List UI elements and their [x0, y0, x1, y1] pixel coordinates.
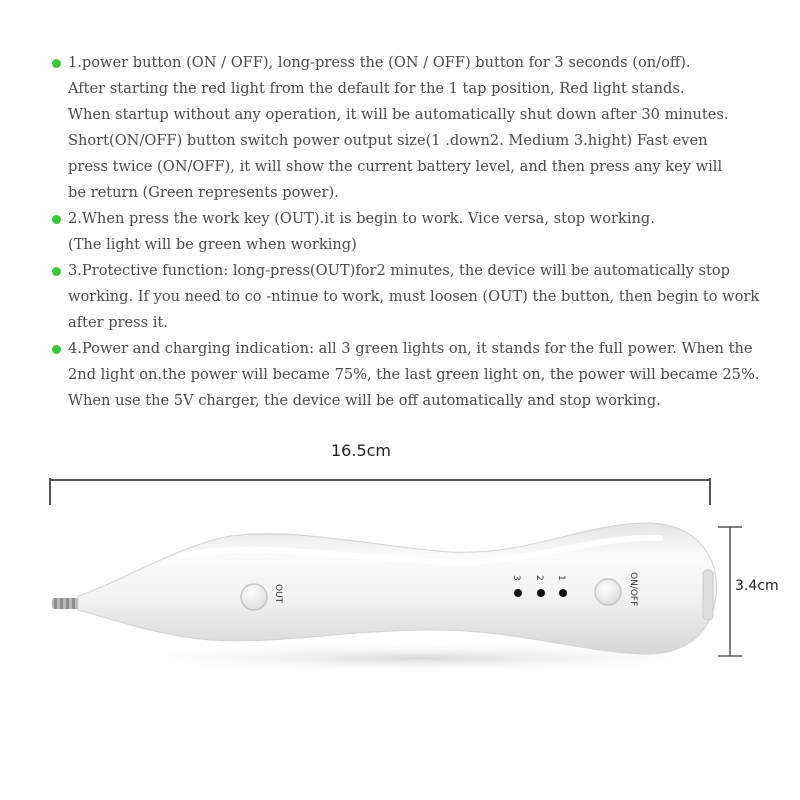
instruction-line: After starting the red light from the default for the 1 tap position, Red light stands.	[68, 80, 685, 97]
indicator-light-3	[514, 589, 522, 597]
instruction-line: 4.Power and charging indication: all 3 green lights on, it stands for the full power. When the	[68, 340, 753, 357]
instruction-line: When startup without any operation, it will be automatically shut down after 30 minutes.	[68, 106, 729, 123]
out-button[interactable]	[241, 584, 267, 610]
onoff-button[interactable]	[595, 579, 621, 605]
length-dimension-bracket	[50, 478, 710, 505]
instruction-line: press twice (ON/OFF), it will show the current battery level, and then press any key will	[68, 158, 723, 175]
instruction-line: 3.Protective function: long-press(OUT)for2 minutes, the device will be automatically stop	[68, 262, 731, 279]
device-tip	[52, 598, 80, 609]
instruction-line: When use the 5V charger, the device will be off automatically and stop working.	[68, 392, 661, 409]
instruction-line: 2.When press the work key (OUT).it is begin to work. Vice versa, stop working.	[68, 210, 655, 227]
out-label: OUT	[273, 584, 283, 604]
instruction-line: 1.power button (ON / OFF), long-press the (ON / OFF) button for 3 seconds (on/off).	[68, 54, 691, 71]
indicator-light-1	[559, 589, 567, 597]
instruction-line: working. If you need to co -ntinue to work, must loosen (OUT) the button, then begin to work	[68, 288, 760, 305]
length-dimension-label: 16.5cm	[331, 441, 392, 460]
instruction-line: 2nd light on.the power will became 75%, the last green light on, the power will became 25%.	[68, 366, 760, 383]
indicator-label-1: 1	[556, 575, 566, 581]
instruction-line: (The light will be green when working)	[68, 236, 357, 253]
instruction-line: Short(ON/OFF) button switch power output size(1 .down2. Medium 3.hight) Fast even	[68, 132, 708, 149]
indicator-label-2: 2	[534, 575, 544, 581]
charging-port	[703, 570, 713, 620]
indicator-label-3: 3	[511, 575, 521, 581]
indicator-light-2	[537, 589, 545, 597]
height-dimension-label: 3.4cm	[735, 578, 779, 594]
height-dimension-bracket	[718, 527, 742, 656]
instruction-line: be return (Green represents power).	[68, 184, 339, 201]
instruction-line: after press it.	[68, 314, 168, 331]
onoff-label: ON/OFF	[628, 572, 638, 607]
